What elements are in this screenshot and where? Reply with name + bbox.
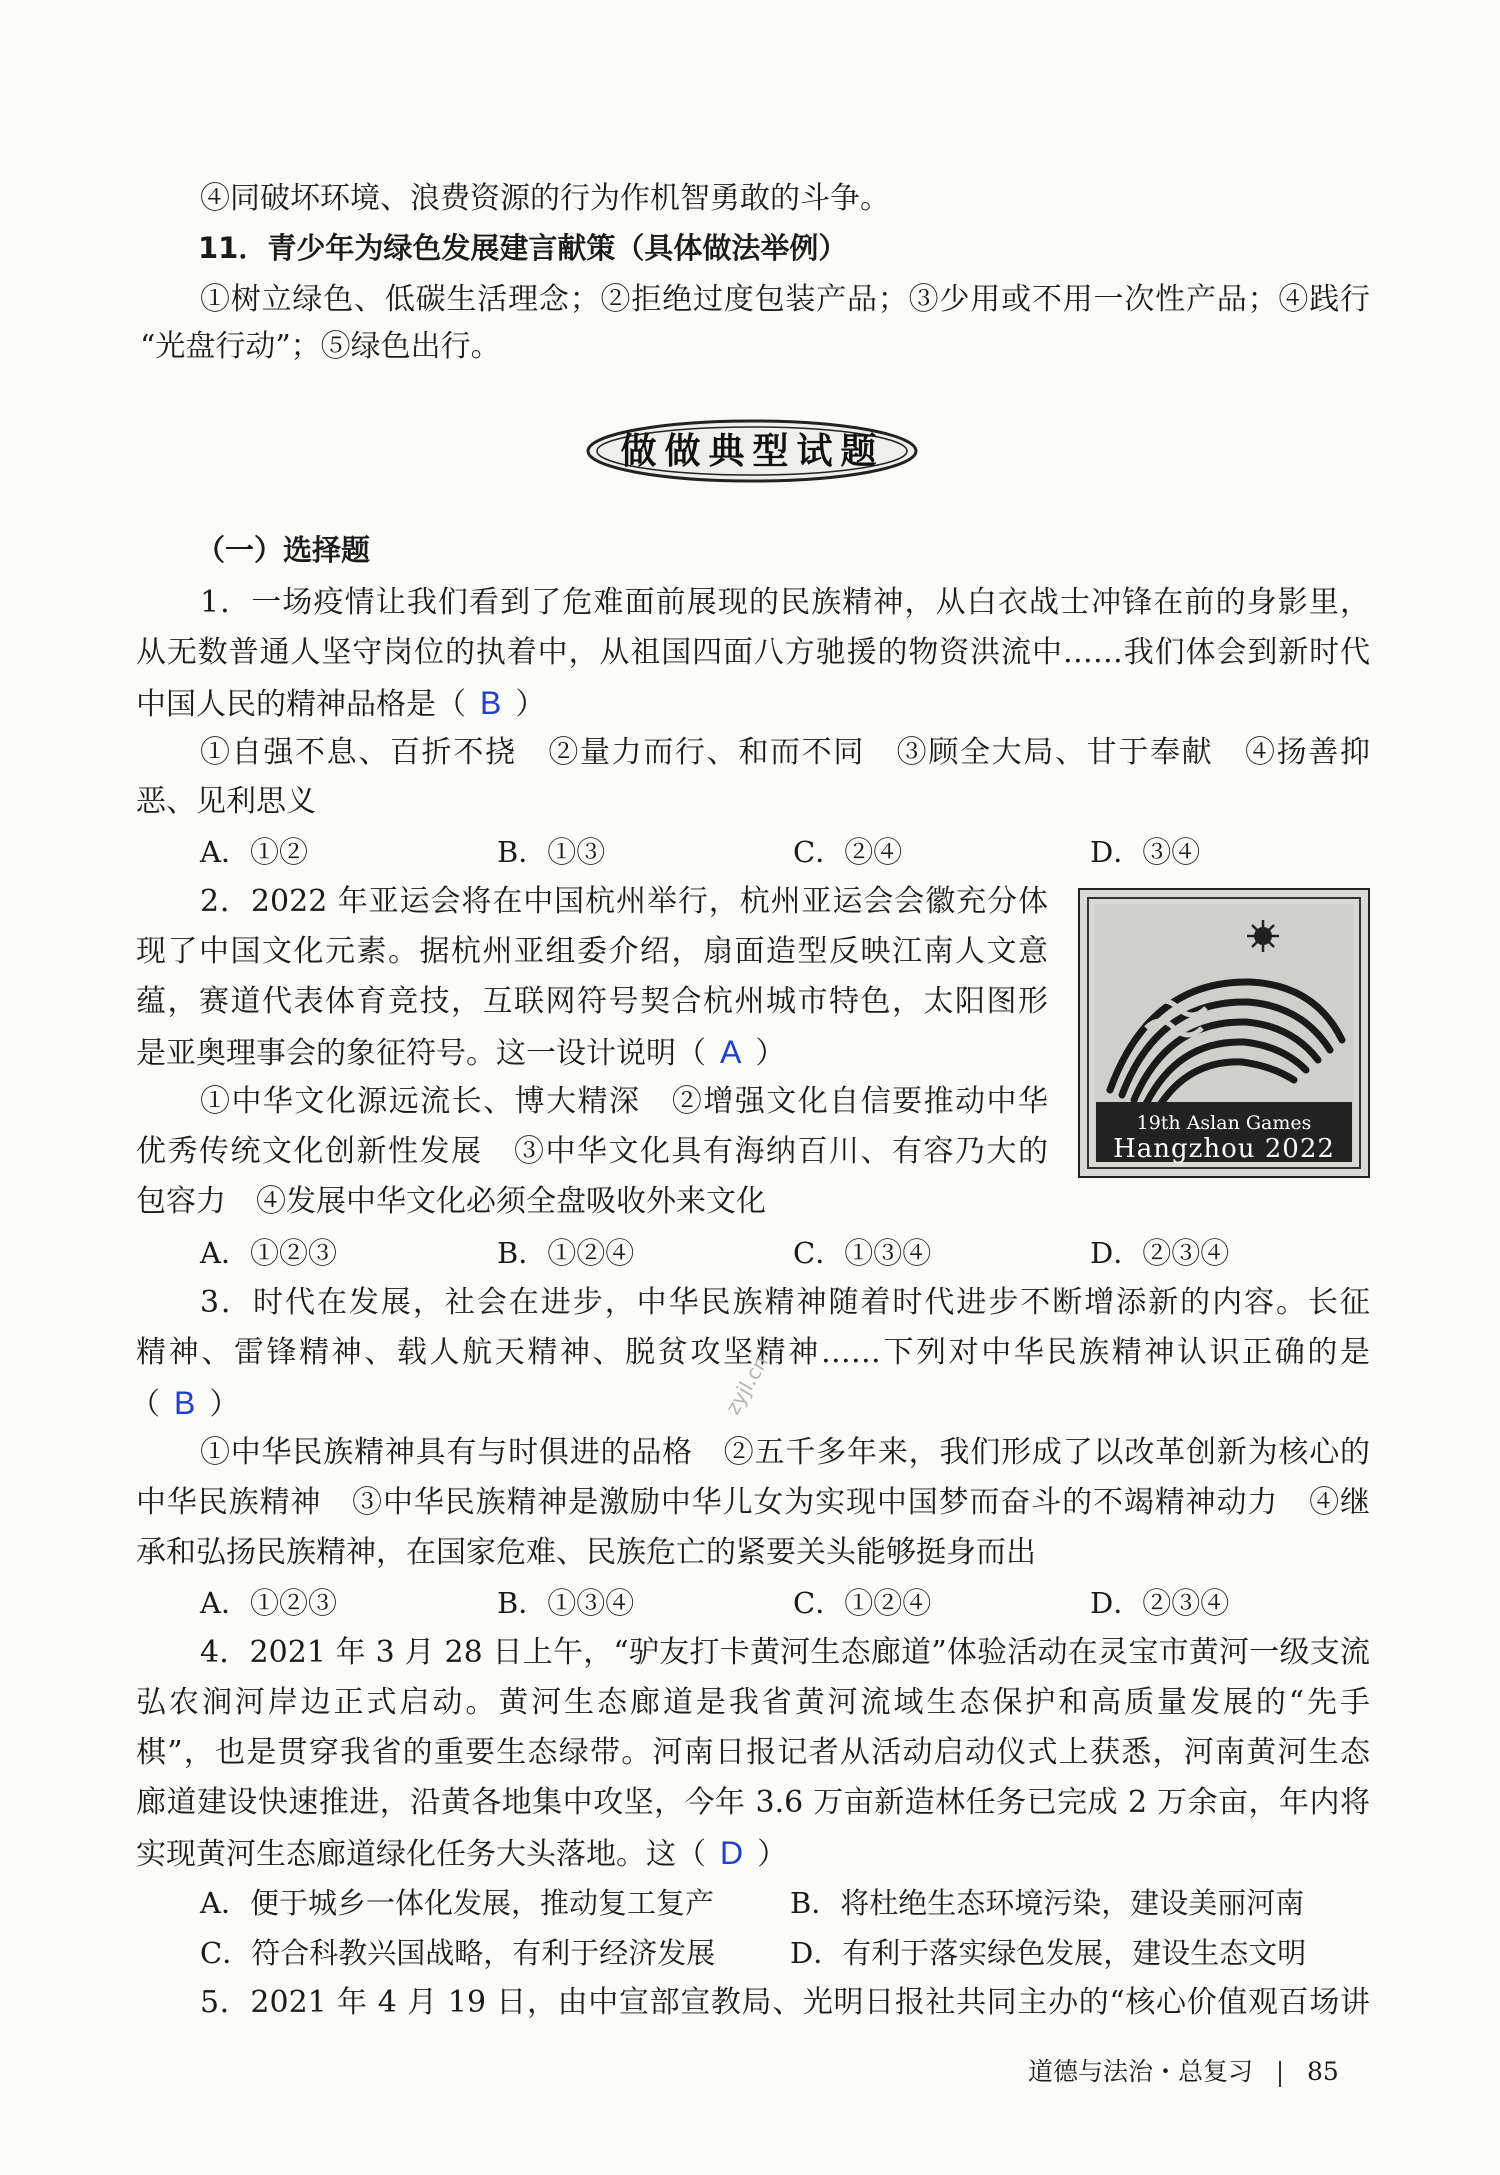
intro-line-11b: “光盘行动”；⑤绿色出行。 [140, 329, 501, 364]
q2-line-4 [136, 1032, 785, 1074]
footer-separator [1279, 2061, 1281, 2087]
q3-choice-line-2: 中华民族精神 ③中华民族精神是激励中华儿女为实现中国梦而奋斗的不竭精神动力 ④继 [136, 1485, 1370, 1520]
q3-choice-line-3: 承和弘扬民族精神，在国家危难、民族危亡的紧要关头能够挺身而出 [136, 1535, 1036, 1570]
q1-paren-close: ） [515, 687, 546, 722]
q4-line-5 [136, 1833, 787, 1875]
q1-option-c[interactable]: C．②④ [793, 835, 903, 869]
q2-stem-end: 是亚奥理事会的象征符号。这一设计说明（ [136, 1036, 706, 1071]
page-footer [1028, 2055, 1339, 2089]
q4-line-3: 棋”，也是贯穿我省的重要生态绿带。河南日报记者从活动启动仪式上获悉，河南黄河生态 [136, 1735, 1370, 1770]
q2-line-2: 现了中国文化元素。据杭州亚组委介绍，扇面造型反映江南人文意 [136, 934, 1048, 969]
q4-line-2: 弘农涧河岸边正式启动。黄河生态廊道是我省黄河流域生态保护和高质量发展的“先手 [136, 1685, 1370, 1720]
q2-option-c[interactable]: C．①③④ [793, 1236, 932, 1270]
q3-option-a[interactable]: A．①②③ [200, 1586, 337, 1620]
q3-option-c[interactable]: C．①②④ [793, 1586, 932, 1620]
q4-line-1: 4．2021 年 3 月 28 日上午，“驴友打卡黄河生态廊道”体验活动在灵宝市黄河一级支流 [200, 1635, 1370, 1670]
q2-option-a[interactable]: A．①②③ [200, 1236, 337, 1270]
q3-answer: B [174, 1385, 196, 1421]
intro-item-4: ④同破坏环境、浪费资源的行为作机智勇敢的斗争。 [200, 181, 890, 216]
asian-games-logo [1078, 888, 1370, 1178]
q4-option-c[interactable]: C．符合科教兴国战略，有利于经济发展 [200, 1936, 716, 1970]
q2-paren-close: ） [755, 1036, 786, 1071]
q3-option-b[interactable]: B．①③④ [497, 1586, 635, 1620]
q1-choice-line-1: ①自强不息、百折不挠 ②量力而行、和而不同 ③顾全大局、甘于奉献 ④扬善抑 [200, 735, 1370, 770]
q3-option-d[interactable]: D．②③④ [1090, 1586, 1230, 1620]
q1-option-a[interactable]: A．①② [200, 835, 308, 869]
q2-choice-line-2: 优秀传统文化创新性发展 ③中华文化具有海纳百川、有容乃大的 [136, 1134, 1048, 1169]
q1-line-2: 从无数普通人坚守岗位的执着中，从祖国四面八方驰援的物资洪流中……我们体会到新时代 [136, 635, 1370, 670]
page-number: 85 [1307, 2057, 1339, 2086]
q4-paren-close: ） [757, 1837, 788, 1872]
logo-caption-1: 19th Aslan Games [1136, 1112, 1312, 1134]
q3-paren-open: （ [130, 1387, 160, 1422]
q4-option-b[interactable]: B．将杜绝生态环境污染，建设美丽河南 [790, 1886, 1305, 1920]
q3-line-2: 精神、雷锋精神、载人航天精神、脱贫攻坚精神……下列对中华民族精神认识正确的是 [136, 1335, 1370, 1370]
q2-choice-line-1: ①中华文化源远流长、博大精深 ②增强文化自信要推动中华 [200, 1084, 1048, 1119]
q4-answer: D [720, 1835, 744, 1871]
heading-11: 11．青少年为绿色发展建言献策（具体做法举例） [198, 231, 848, 265]
q1-option-b[interactable]: B．①③ [497, 835, 606, 869]
q4-stem-end: 实现黄河生态廊道绿化任务大头落地。这（ [136, 1837, 706, 1872]
q3-line-1: 3．时代在发展，社会在进步，中华民族精神随着时代进步不断增添新的内容。长征 [200, 1285, 1370, 1320]
logo-caption-2: Hangzhou 2022 [1113, 1134, 1335, 1164]
q2-answer: A [720, 1034, 742, 1070]
q4-option-d[interactable]: D．有利于落实绿色发展，建设生态文明 [790, 1936, 1307, 1970]
q1-line-3 [136, 683, 545, 725]
q1-option-d[interactable]: D．③④ [1090, 835, 1201, 869]
q2-line-3: 蕴，赛道代表体育竞技，互联网符号契合杭州城市特色，太阳图形 [136, 984, 1048, 1019]
q3-paren-close: ） [209, 1387, 240, 1422]
q1-stem-end: 中国人民的精神品格是（ [136, 687, 466, 722]
q1-choice-line-2: 恶、见利思义 [136, 784, 316, 819]
section-heading: （一）选择题 [196, 533, 371, 567]
q2-option-b[interactable]: B．①②④ [497, 1236, 635, 1270]
q2-choice-line-3: 包容力 ④发展中华文化必须全盘吸收外来文化 [136, 1184, 766, 1219]
q3-choice-line-1: ①中华民族精神具有与时俱进的品格 ②五千多年来，我们形成了以改革创新为核心的 [200, 1435, 1370, 1470]
q1-line-1: 1．一场疫情让我们看到了危难面前展现的民族精神，从白衣战士冲锋在前的身影里， [200, 585, 1370, 620]
q2-line-1: 2．2022 年亚运会将在中国杭州举行，杭州亚运会会徽充分体 [200, 884, 1048, 919]
q1-answer: B [480, 685, 502, 721]
banner-title: 做做典型试题 [620, 430, 885, 472]
q5-line-1: 5．2021 年 4 月 19 日，由中宣部宣教局、光明日报社共同主办的“核心价值观百场讲 [200, 1985, 1370, 2020]
q4-line-4: 廊道建设快速推进，沿黄各地集中攻坚，今年 3.6 万亩新造林任务已完成 2 万余亩，年内将 [136, 1785, 1370, 1820]
q3-line-3 [130, 1383, 239, 1425]
q4-option-a[interactable]: A．便于城乡一体化发展，推动复工复产 [200, 1886, 714, 1920]
q2-option-d[interactable]: D．②③④ [1090, 1236, 1230, 1270]
section-banner [585, 418, 920, 484]
intro-line-11a: ①树立绿色、低碳生活理念；②拒绝过度包装产品；③少用或不用一次性产品；④践行 [200, 282, 1370, 317]
watermark: zyjl.cn [720, 1351, 774, 1419]
footer-book-title: 道德与法治・总复习 [1028, 2057, 1254, 2086]
